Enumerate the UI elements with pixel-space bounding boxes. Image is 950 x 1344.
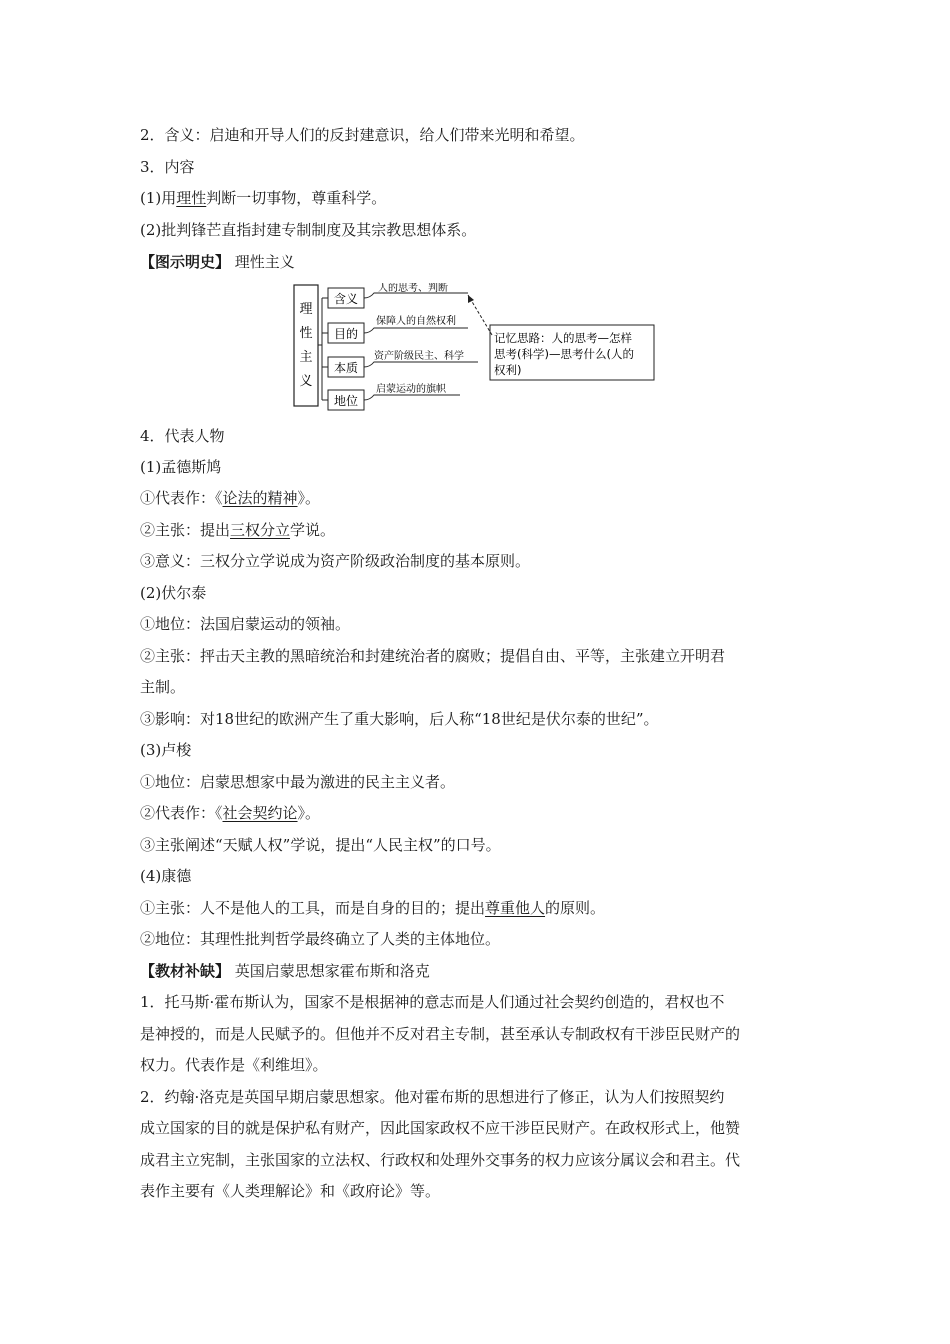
montesquieu-work <box>140 487 320 509</box>
underlined-term: 论法的精神 <box>222 489 298 507</box>
underlined-term: 三权分立 <box>230 521 291 539</box>
text: ②代表作：《 <box>140 804 223 822</box>
rationalism-diagram <box>292 283 662 411</box>
tag: 【教材补缺】 <box>140 962 231 980</box>
text: ②主张：提出 <box>140 521 231 539</box>
underlined-term: 尊重他人 <box>485 899 546 917</box>
text: ①主张：人不是他人的工具，而是自身的目的；提出 <box>140 899 486 917</box>
text: 》。 <box>297 804 321 822</box>
text: ①代表作：《 <box>140 489 223 507</box>
hobbes-para-line3: 权力。代表作是《利维坦》。 <box>140 1056 328 1074</box>
locke-para-line2: 成立国家的目的就是保护私有财产，因此国家政权不应干涉臣民财产。在政权形式上，他赞 <box>140 1119 741 1137</box>
voltaire-status: ①地位：法国启蒙运动的领袖。 <box>140 615 351 633</box>
voltaire-claim: ②主张：抨击天主教的黑暗统治和封建统治者的腐败；提倡自由、平等，主张建立开明君 <box>140 647 726 665</box>
text: 》。 <box>297 489 321 507</box>
underlined-term: 社会契约论 <box>222 804 298 822</box>
leaf-text: 保障人的自然权利 <box>376 316 456 327</box>
underlined-term: 理性 <box>176 189 207 207</box>
kant-claim <box>140 897 605 919</box>
content-item-1 <box>140 187 386 209</box>
leaf-text: 人的思考、判断 <box>378 283 448 294</box>
kant-heading: (4)康德 <box>140 867 192 885</box>
leaf-line <box>364 395 460 400</box>
voltaire-heading: (2)伏尔泰 <box>140 584 207 602</box>
text: 判断一切事物，尊重科学。 <box>206 189 387 207</box>
bracket <box>318 298 328 400</box>
title: 理性主义 <box>234 253 295 271</box>
root-char: 理 <box>299 302 313 317</box>
montesquieu-claim <box>140 519 335 541</box>
hobbes-para-line2: 是神授的，而是人民赋予的。但他并不反对君主专制，甚至承认专制政权有干涉臣民财产的 <box>140 1025 741 1043</box>
tag: 【图示明史】 <box>140 253 231 271</box>
montesquieu-heading: (1)孟德斯鸠 <box>140 458 222 476</box>
memo-text: 思考(科学)—思考什么(人的 <box>494 347 634 361</box>
root-char: 主 <box>299 350 313 365</box>
leaf-text: 启蒙运动的旗帜 <box>376 384 446 395</box>
root-char: 义 <box>299 374 313 389</box>
section-2-meaning: 2．含义：启迪和开导人们的反封建意识，给人们带来光明和希望。 <box>140 126 585 144</box>
rousseau-heading: (3)卢梭 <box>140 741 192 759</box>
text: 的原则。 <box>545 899 606 917</box>
kant-status: ②地位：其理性批判哲学最终确立了人类的主体地位。 <box>140 930 501 948</box>
montesquieu-meaning: ③意义：三权分立学说成为资产阶级政治制度的基本原则。 <box>140 552 531 570</box>
voltaire-claim-cont: 主制。 <box>140 678 186 696</box>
leaf-line <box>364 362 478 367</box>
content-item-2: (2)批判锋芒直指封建专制制度及其宗教思想体系。 <box>140 221 477 239</box>
text: 学说。 <box>290 521 336 539</box>
section-4-heading: 4．代表人物 <box>140 427 225 445</box>
rousseau-status: ①地位：启蒙思想家中最为激进的民主主义者。 <box>140 773 456 791</box>
text: (1)用 <box>140 189 177 207</box>
rousseau-work <box>140 802 320 824</box>
locke-para-line1: 2．约翰·洛克是英国早期启蒙思想家。他对霍布斯的思想进行了修正，认为人们按照契约 <box>140 1088 725 1106</box>
hobbes-para-line1: 1．托马斯·霍布斯认为，国家不是根据神的意志而是人们通过社会契约创造的，君权也不 <box>140 993 725 1011</box>
leaf-text: 资产阶级民主、科学 <box>374 351 464 362</box>
arrow-head <box>468 295 474 303</box>
rousseau-claim: ③主张阐述“天赋人权”学说，提出“人民主权”的口号。 <box>140 836 501 854</box>
box-label: 含义 <box>333 292 359 306</box>
title: 英国启蒙思想家霍布斯和洛克 <box>234 962 430 980</box>
tushi-heading <box>140 251 295 273</box>
section-3-heading: 3．内容 <box>140 158 195 176</box>
locke-para-line3: 成君主立宪制，主张国家的立法权、行政权和处理外交事务的权力应该分属议会和君主。代 <box>140 1151 741 1169</box>
box-label: 目的 <box>333 327 359 341</box>
leaf-line <box>364 328 468 333</box>
memo-text: 记忆思路：人的思考—怎样 <box>494 331 632 345</box>
memo-text: 权利) <box>494 363 522 377</box>
bucai-heading <box>140 960 430 982</box>
box-label: 地位 <box>333 394 359 408</box>
voltaire-influence: ③影响：对18世纪的欧洲产生了重大影响，后人称“18世纪是伏尔泰的世纪”。 <box>140 710 659 728</box>
locke-para-line4: 表作主要有《人类理解论》和《政府论》等。 <box>140 1182 441 1200</box>
root-char: 性 <box>299 326 313 341</box>
box-label: 本质 <box>333 361 359 375</box>
